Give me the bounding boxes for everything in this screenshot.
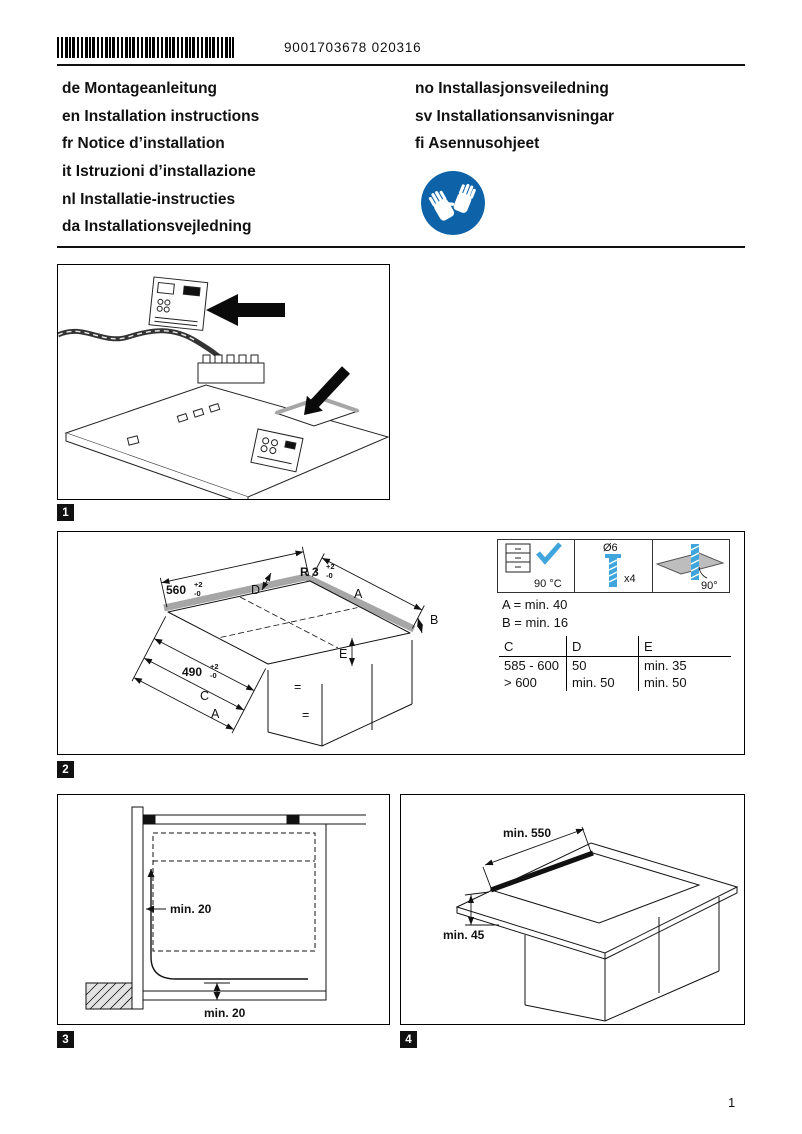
cutout-geometry <box>164 577 414 746</box>
note-b: B = min. 16 <box>502 615 569 630</box>
width-dimension-label: 560 <box>166 583 187 597</box>
airflow-arrow <box>151 869 308 979</box>
fig3-dimensions <box>146 909 230 1000</box>
letter-a-bottom-label: A <box>211 707 220 721</box>
table-header-e: E <box>639 636 731 657</box>
cabinet-icon <box>506 544 530 572</box>
front-gap-label: min. 45 <box>443 928 485 942</box>
temperature-label: 90 °C <box>534 578 562 590</box>
page-number: 1 <box>728 1095 736 1110</box>
letter-c-label: C <box>200 689 210 703</box>
screw-count-label: x4 <box>624 573 636 585</box>
figure-1-panel <box>57 264 390 500</box>
letter-e-label: E <box>339 647 348 661</box>
clearance-zone <box>153 833 315 951</box>
language-item-fr: fr Notice d’installation <box>62 135 225 153</box>
svg-text:+2: +2 <box>194 580 203 589</box>
language-list-right <box>415 75 614 158</box>
language-item-fi: fi Asennusohjeet <box>415 135 540 153</box>
mid-divider <box>57 246 745 248</box>
bottom-gap-label: min. 20 <box>204 1006 246 1020</box>
svg-text:-0: -0 <box>210 671 217 680</box>
fig4-worktop-drawing <box>401 795 744 1024</box>
equals-mark: = <box>294 680 302 694</box>
language-item-nl: nl Installatie-instructies <box>62 190 236 208</box>
shelf <box>143 991 326 1000</box>
top-divider <box>57 64 745 66</box>
instruction-sheet <box>149 277 208 330</box>
language-item-en: en Installation instructions <box>62 107 260 125</box>
wear-gloves-icon <box>420 170 486 236</box>
barcode <box>57 37 234 58</box>
table-cell: > 600 <box>499 674 567 691</box>
fig3-ventilation-drawing <box>58 795 389 1024</box>
figure-2-panel <box>57 531 745 755</box>
figure-4-panel <box>400 794 745 1025</box>
table-header-c: C <box>499 636 567 657</box>
table-cell: min. 50 <box>567 674 639 691</box>
dimension-table <box>499 636 731 691</box>
radius-dimension-label: R 3 <box>300 565 319 579</box>
table-cell: 50 <box>567 657 639 674</box>
fig2-cutout-drawing <box>60 534 496 752</box>
letter-d-label: D <box>251 583 261 597</box>
screw-diameter-label: Ø6 <box>603 542 619 554</box>
language-item-de: de Montageanleitung <box>62 80 217 97</box>
power-cable <box>58 331 220 357</box>
mounting-info-box <box>497 539 730 593</box>
language-list-left <box>62 75 259 241</box>
equals-mark: = <box>302 708 310 722</box>
barcode-number: 9001703678 020316 <box>284 40 422 55</box>
worktop <box>66 385 388 497</box>
letter-b-label: B <box>430 613 439 627</box>
worktop-isometric <box>457 843 737 1021</box>
language-item-it: it Istruzioni d’installazione <box>62 163 256 181</box>
terminal-block <box>198 355 264 383</box>
language-item-da: da Installationsvejledning <box>62 218 252 236</box>
top-width-label: min. 550 <box>503 826 552 840</box>
language-item-sv: sv Installationsanvisningar <box>415 107 614 125</box>
svg-text:+2: +2 <box>210 662 219 671</box>
letter-a-top-label: A <box>354 587 363 601</box>
heat-resistance-cell <box>498 540 575 592</box>
minimum-distance-notes <box>502 596 568 632</box>
hob-section <box>143 815 299 824</box>
figure-2-badge: 2 <box>57 761 74 778</box>
mounting-angle-cell <box>653 540 729 592</box>
screw-spec-cell <box>575 540 652 592</box>
table-header-d: D <box>567 636 639 657</box>
table-cell: min. 50 <box>644 675 687 690</box>
svg-text:-0: -0 <box>326 571 333 580</box>
table-cell: 585 - 600 <box>499 657 567 674</box>
checkmark-icon <box>538 544 560 561</box>
fig1-unpacking-drawing <box>58 265 389 499</box>
table-cell: min. 35 <box>644 658 687 673</box>
svg-text:+2: +2 <box>326 562 335 571</box>
worktop-edge-icon <box>657 553 723 574</box>
arrow-left-icon <box>206 294 285 326</box>
screw-through-icon <box>691 544 699 580</box>
figure-4-badge: 4 <box>400 1031 417 1048</box>
angle-label: 90° <box>700 580 718 592</box>
language-item-no: no Installasjonsveiledning <box>415 80 609 97</box>
side-gap-label: min. 20 <box>170 902 212 916</box>
figure-1-badge: 1 <box>57 504 74 521</box>
figure-3-badge: 3 <box>57 1031 74 1048</box>
figure-3-panel <box>57 794 390 1025</box>
depth-dimension-label: 490 <box>182 665 203 679</box>
svg-text:-0: -0 <box>194 589 201 598</box>
note-a: A = min. 40 <box>502 597 568 612</box>
screw-icon <box>605 554 621 587</box>
